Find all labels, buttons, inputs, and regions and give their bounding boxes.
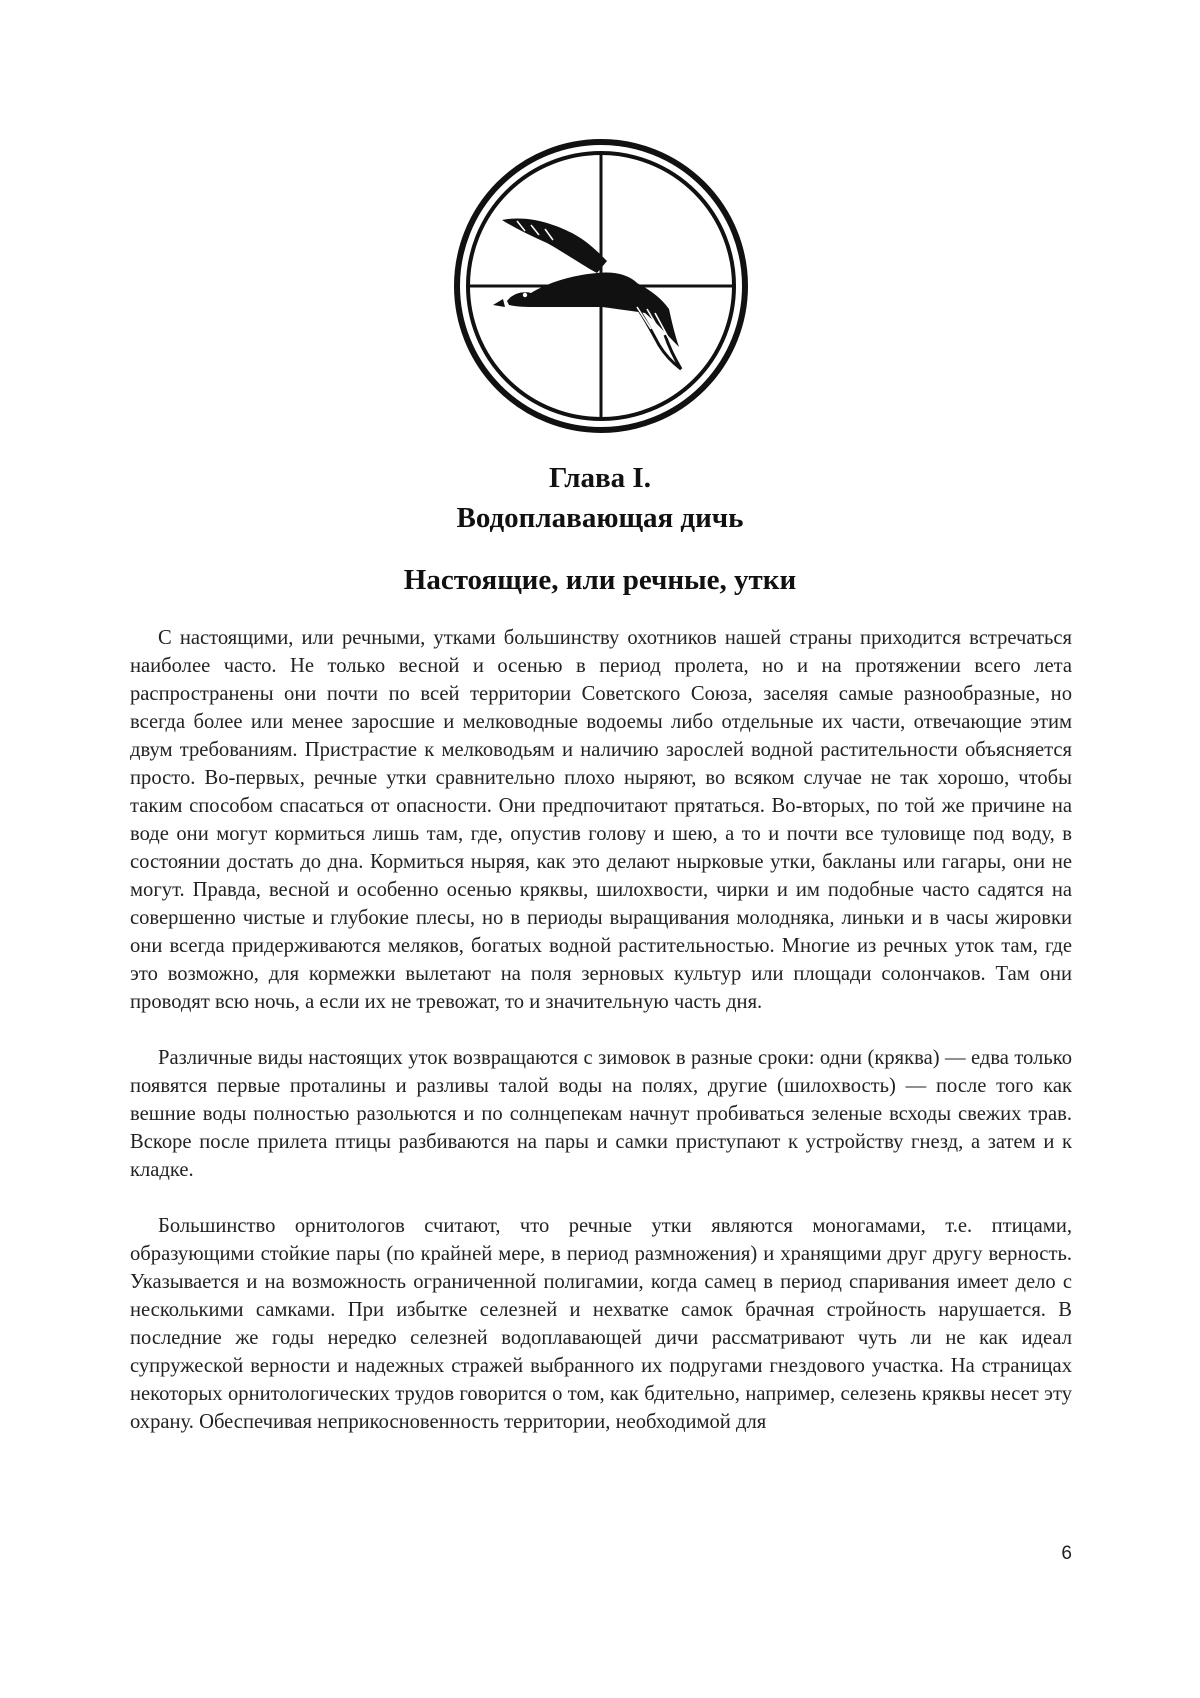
chapter-label: Глава I. [549,462,651,494]
chapter-title: Водоплавающая дичь [456,502,744,534]
section-title: Настоящие, или речные, утки [403,564,797,596]
duck-in-crosshair-icon [447,123,755,449]
paragraph: Большинство орнитологов считают, что речные утки являются моногамами, т.е. птицами, образующими стойкие пары (по крайней мере, в период размножения) и хранящими друг другу верность. Указывается и на возможность ограниченной полигамии, когда самец в период спаривания имеет дело с несколькими самками. При избытке селезней и нехватке самок брачная стройность нарушается. В последние же годы нередко селезней водоплавающей дичи рассматривают чуть ли не как идеал супружеской верности и надежных стражей выбранного их подругами гнездового участка. На страницах некоторых орнитологических трудов говорится о том, как бдительно, например, селезень кряквы несет эту охрану. Обеспечивая неприкосновенность территории, необходимой для [130,1215,1072,1433]
chapter-heading [0,458,1200,538]
body-text [130,624,1072,1464]
paragraph: С настоящими, или речными, утками большинству охотников нашей страны приходится встречаться наиболее часто. Не только весной и осенью в период пролета, но и на протяжении всего лета распространены они почти по всей территории Советского Союза, заселяя самые разнообразные, но всегда более или менее заросшие и мелководные водоемы либо отдельные их части, отвечающие этим двум требованиям. Пристрастие к мелководьям и наличию зарослей водной растительности объясняется просто. Во-первых, речные утки сравнительно плохо ныряют, во всяком случае не так хорошо, чтобы таким способом спасаться от опасности. Они предпочитают прятаться. Во-вторых, по той же причине на воде они могут кормиться лишь там, где, опустив голову и шею, а то и почти все туловище под воду, в состоянии достать до дна. Кормиться ныряя, как это делают нырковые утки, бакланы или гагары, они не могут. Правда, весной и особенно осенью кряквы, шилохвости, чирки и им подобные часто садятся на совершенно чистые и глубокие плесы, но в периоды выращивания молодняка, линьки и в часы жировки они всегда придерживаются меляков, богатых водной растительностью. Многие из речных уток там, где это возможно, для кормежки вылетают на поля зерновых культур или площади солончаков. Там они проводят всю ночь, а если их не тревожат, то и значительную часть дня. [130,627,1072,1013]
page-number: 6 [1061,1543,1072,1564]
paragraph: Различные виды настоящих уток возвращаются с зимовок в разные сроки: одни (кряква) — едва только появятся первые проталины и разливы талой воды на полях, другие (шилохвость) — после того как вешние воды полностью разольются и по солнцепекам начнут пробиваться зеленые всходы свежих трав. Вскоре после прилета птицы разбиваются на пары и самки приступают к устройству гнезд, а затем и к кладке. [130,1047,1072,1181]
